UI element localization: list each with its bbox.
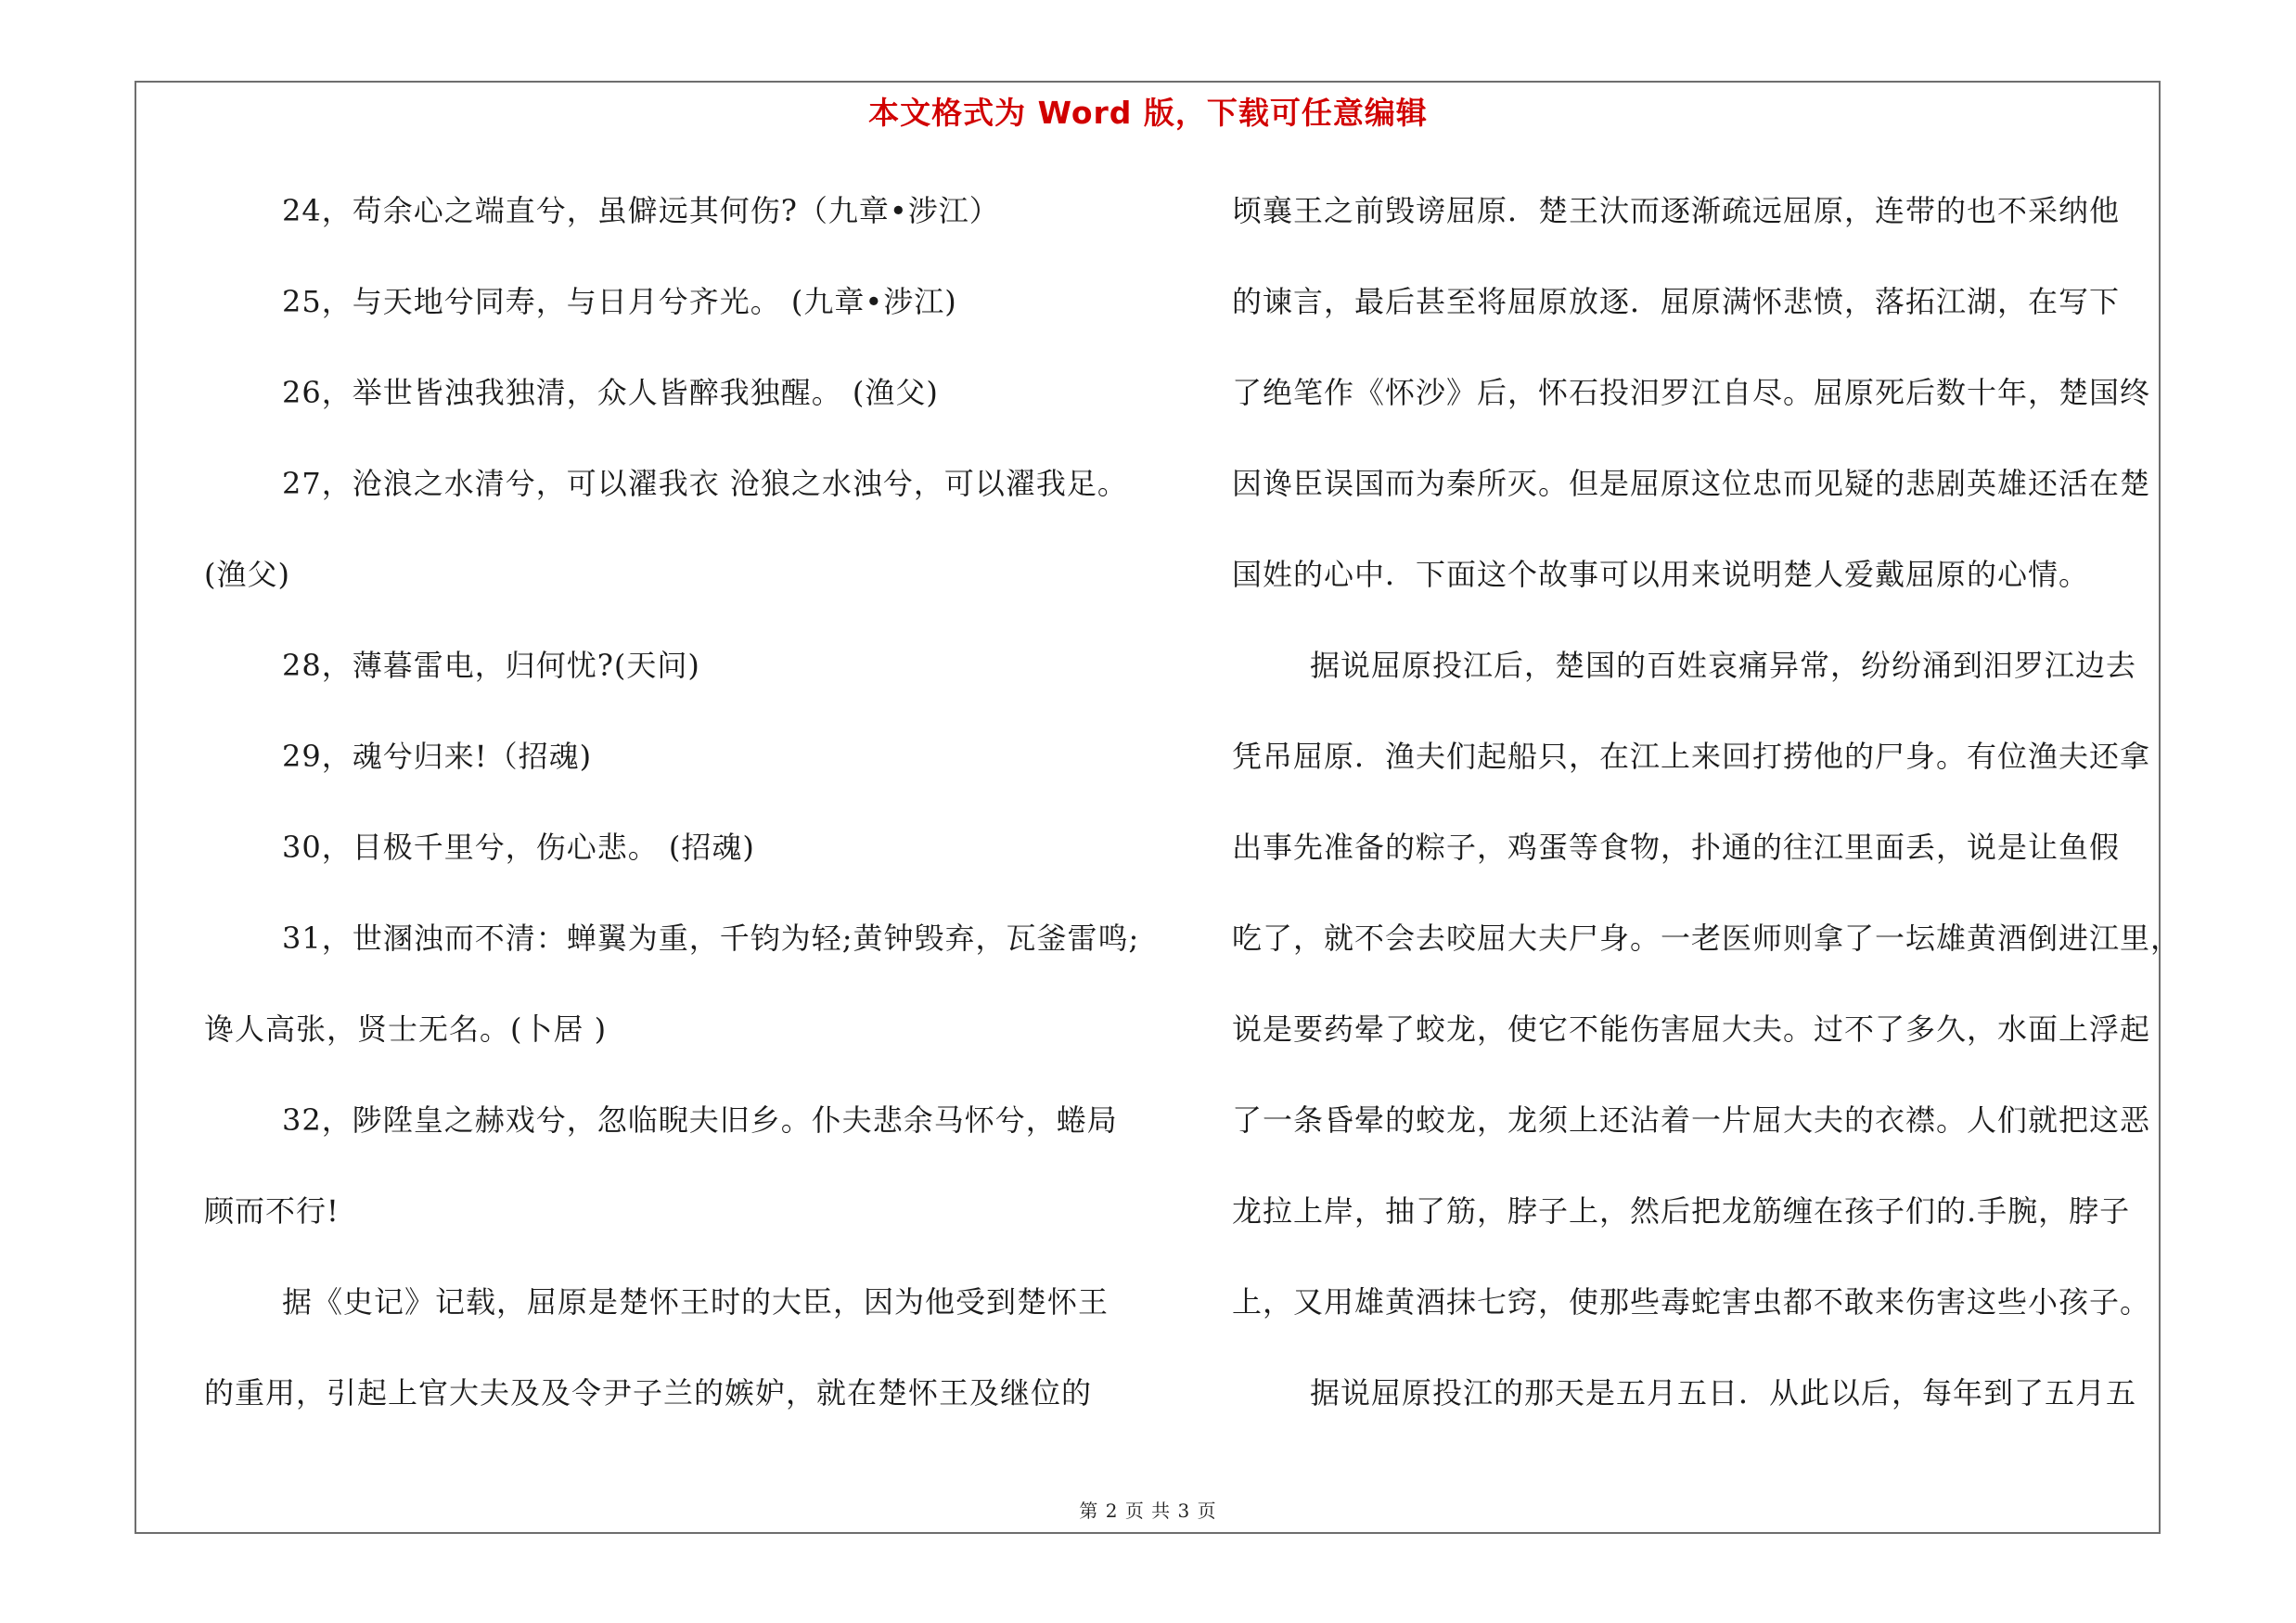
text-line: 说是要药晕了蛟龙，使它不能伤害屈大夫。过不了多久，水面上浮起 <box>1232 1011 2151 1047</box>
right-text-column <box>1232 182 2182 1455</box>
text-line: 30，目极千里兮，伤心悲。 (招魂) <box>282 830 755 865</box>
text-line: 上，又用雄黄酒抹七窍，使那些毒蛇害虫都不敢来伤害这些小孩子。 <box>1232 1284 2151 1320</box>
text-line: 26，举世皆浊我独清，众人皆醉我独醒。 (渔父) <box>282 375 939 410</box>
text-line: 凭吊屈原．渔夫们起船只，在江上来回打捞他的尸身。有位渔夫还拿 <box>1232 739 2151 774</box>
text-line: 据说屈原投江的那天是五月五日．从此以后，每年到了五月五 <box>1310 1375 2137 1410</box>
text-line: 谗人高张，贤士无名。(卜居 ) <box>204 1011 608 1047</box>
text-line: 出事先准备的粽子，鸡蛋等食物，扑通的往江里面丢，说是让鱼假 <box>1232 830 2121 865</box>
text-line: 25，与天地兮同寿，与日月兮齐光。 (九章•涉江) <box>282 284 957 319</box>
text-line: 国姓的心中．下面这个故事可以用来说明楚人爱戴屈原的心情。 <box>1232 557 2090 592</box>
text-line: 27，沧浪之水清兮，可以濯我衣 沧狼之水浊兮，可以濯我足。 <box>282 466 1128 501</box>
left-text-column <box>204 182 1174 1455</box>
text-line: 24，苟余心之端直兮，虽僻远其何伤?（九章•涉江） <box>282 193 1000 228</box>
text-line: 据《史记》记载，屈原是楚怀王时的大臣，因为他受到楚怀王 <box>282 1284 1110 1320</box>
text-line: 吃了，就不会去咬屈大夫尸身。一老医师则拿了一坛雄黄酒倒进江里， <box>1232 921 2182 956</box>
text-line: 据说屈原投江后，楚国的百姓哀痛异常，纷纷涌到汨罗江边去 <box>1310 648 2137 683</box>
page-header-title: 本文格式为 Word 版，下载可任意编辑 <box>868 95 1428 131</box>
text-line: 28，薄暮雷电，归何忧?(天问) <box>282 648 700 683</box>
text-line: 了一条昏晕的蛟龙，龙须上还沾着一片屈大夫的衣襟。人们就把这恶 <box>1232 1102 2151 1138</box>
text-line: 的谏言，最后甚至将屈原放逐．屈原满怀悲愤，落拓江湖，在写下 <box>1232 284 2121 319</box>
text-line: 31，世溷浊而不清：蝉翼为重，千钧为轻;黄钟毁弃，瓦釜雷鸣; <box>282 921 1140 956</box>
text-line: 了绝笔作《怀沙》后，怀石投汨罗江自尽。屈原死后数十年，楚国终 <box>1232 375 2151 410</box>
page-number-footer: 第 2 页 共 3 页 <box>1079 1500 1217 1522</box>
text-line: 龙拉上岸，抽了筋，脖子上，然后把龙筋缠在孩子们的.手腕，脖子 <box>1232 1193 2131 1229</box>
text-line: 29，魂兮归来!（招魂) <box>282 739 593 774</box>
text-line: 因谗臣误国而为秦所灭。但是屈原这位忠而见疑的悲剧英雄还活在楚 <box>1232 466 2151 501</box>
text-line: 32，陟陞皇之赫戏兮，忽临睨夫旧乡。仆夫悲余马怀兮，蜷局 <box>282 1102 1118 1138</box>
text-line: 顷襄王之前毁谤屈原．楚王汏而逐渐疏远屈原，连带的也不采纳他 <box>1232 193 2121 228</box>
text-line: 顾而不行! <box>204 1193 340 1229</box>
text-line: (渔父) <box>204 557 290 592</box>
text-line: 的重用，引起上官大夫及及令尹子兰的嫉妒，就在楚怀王及继位的 <box>204 1375 1093 1410</box>
